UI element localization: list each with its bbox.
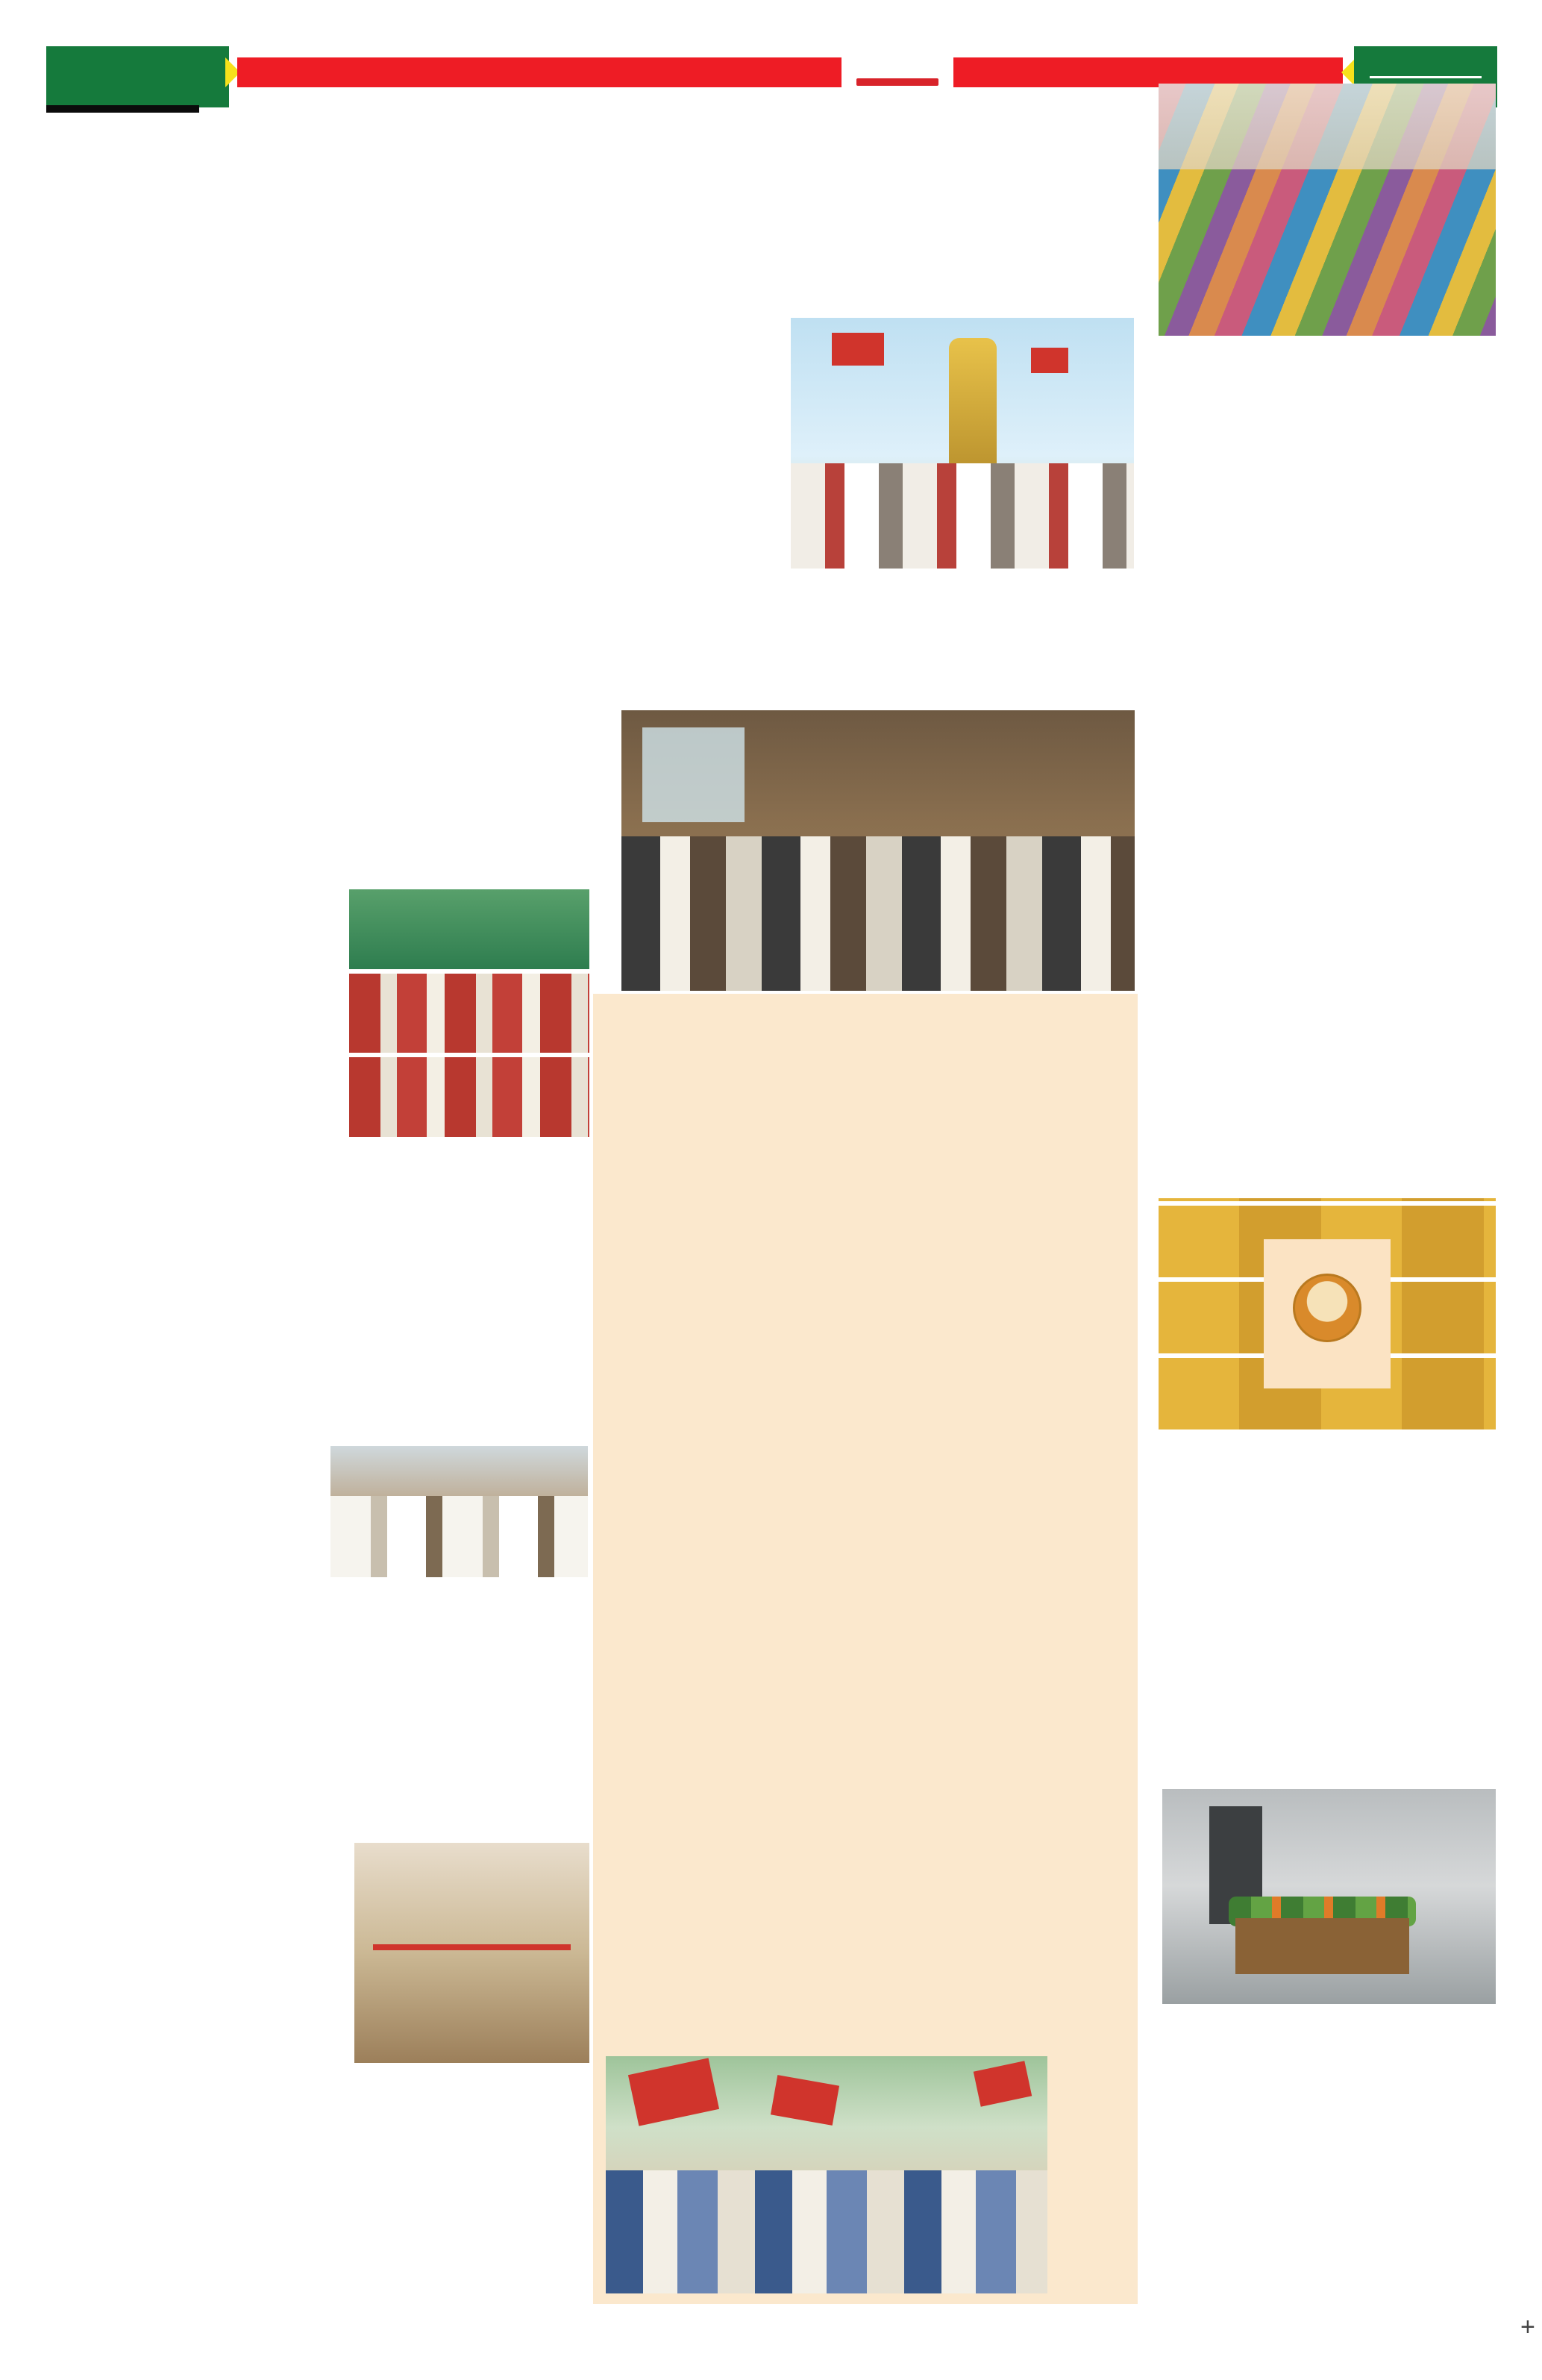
masthead-red-strip (856, 78, 938, 86)
praja-headline (45, 1322, 589, 1382)
textile-stall-photo (1159, 84, 1496, 336)
desai-headline (601, 1004, 1130, 1050)
cpi-photo-row2 (349, 974, 589, 1053)
praja-subhead (45, 1388, 589, 1419)
desai-byline (608, 1059, 1130, 1082)
people-band (606, 2170, 1047, 2293)
cpi-meeting-photo (349, 889, 589, 1137)
crowd-band (791, 463, 1134, 569)
bottom-registration-bar (0, 2316, 1523, 2341)
ribbon-shape (373, 1944, 571, 1950)
header-red-bar (237, 57, 1343, 87)
vegetable-stall-photo (1162, 1789, 1496, 2004)
date-divider (1370, 76, 1482, 78)
fold-mark (46, 105, 199, 113)
press-meet-photo (621, 710, 1135, 991)
swadeshi-body (1159, 515, 1496, 933)
lead-column-4-bottom (791, 574, 1134, 721)
prakruti-byline (1159, 2013, 1496, 2035)
collage-center-logo (1264, 1239, 1391, 1388)
red-flag-shape (974, 2061, 1032, 2107)
cpi-body-bottom (45, 1149, 589, 1298)
cpi-subhead (45, 825, 589, 859)
crowd-band (330, 1496, 588, 1577)
devi-body-left (45, 1800, 343, 2067)
desai-column-1 (608, 1088, 862, 1304)
window-shape (642, 727, 745, 823)
cpm-protest-photo (606, 2056, 1047, 2293)
showroom-opening-photo (354, 1843, 589, 2063)
page-number-box (46, 46, 229, 107)
door-body (1159, 1438, 1496, 1676)
collage-logo-emblem (1293, 1274, 1361, 1342)
red-flag-shape (832, 333, 884, 366)
table-shape (1235, 1918, 1408, 1974)
smart-column-3 (1053, 2059, 1131, 2292)
smart-column-2 (873, 1498, 1126, 2049)
lead-column-4-top (791, 207, 1134, 313)
top-registration-marks (45, 1, 1499, 10)
lead-headline (45, 113, 1150, 197)
lead-column-2 (322, 207, 583, 721)
textile-shelf-band (1159, 84, 1496, 169)
golden-statue-figure (949, 338, 997, 476)
devi-body-bottom (45, 2074, 589, 2307)
cpi-photo-row1 (349, 889, 589, 969)
masthead-logo (841, 42, 953, 119)
tdp-door-to-door-collage-photo (1159, 1198, 1496, 1429)
red-flag-shape (1031, 348, 1068, 373)
red-flag-shape (771, 2075, 839, 2126)
lead-column-3 (600, 207, 777, 721)
cpi-headline (45, 737, 589, 806)
people-band (621, 836, 1135, 991)
cpi-body-left (45, 871, 336, 1142)
lead-column-1 (45, 207, 306, 721)
desai-column-2 (873, 1088, 1126, 1304)
red-flag-shape (627, 2058, 718, 2126)
praja-body-bottom (45, 1588, 589, 1701)
praja-body-left (45, 1427, 319, 1585)
swadeshi-byline (1159, 486, 1496, 509)
cpi-photo-row3 (349, 1057, 589, 1137)
smart-column-1 (608, 1498, 862, 2049)
crop-plus-mark: + (1520, 2313, 1535, 2341)
prakruti-body (1159, 2040, 1496, 2305)
cheque-distribution-photo (330, 1446, 588, 1577)
smart-subhead (601, 1456, 1130, 1486)
statue-ceremony-photo (791, 318, 1134, 569)
